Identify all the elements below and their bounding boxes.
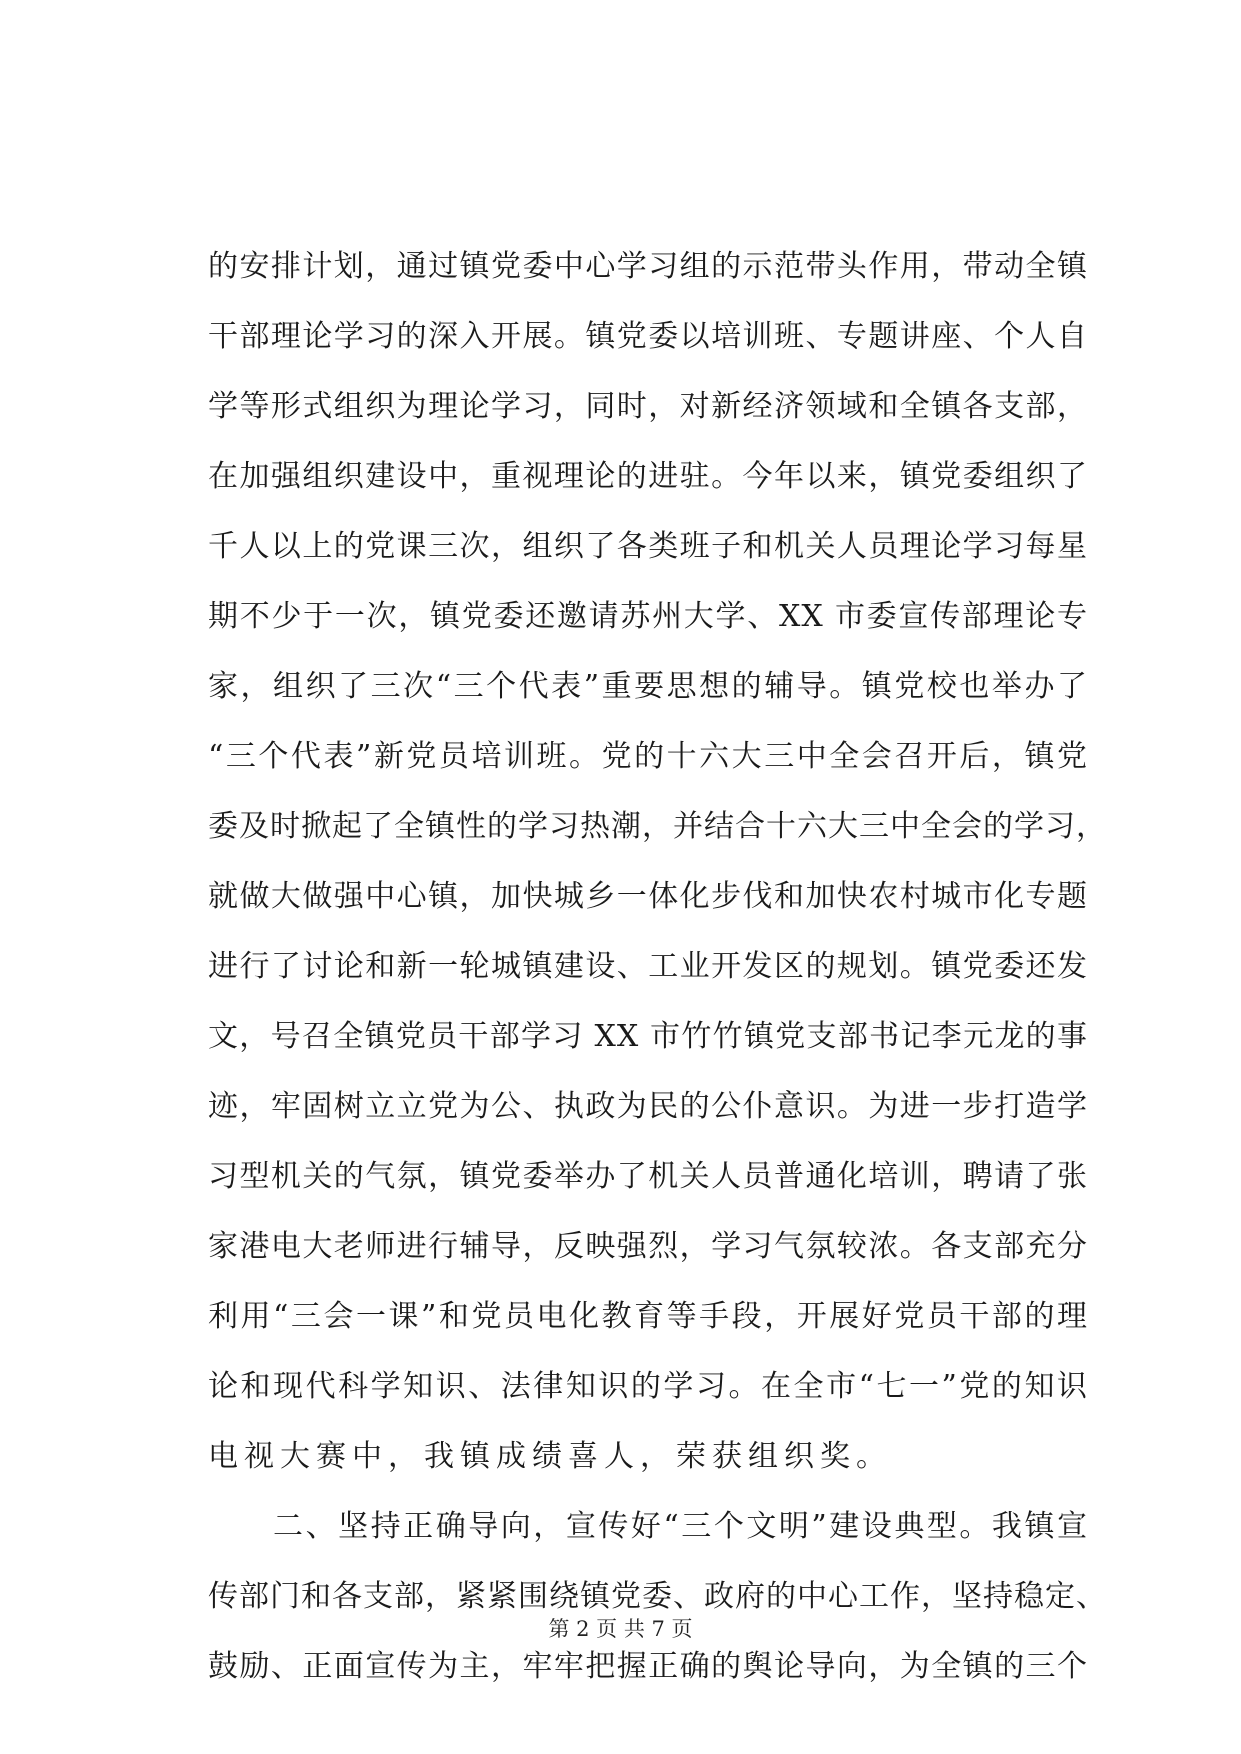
text-line: 干部理论学习的深入开展。镇党委以培训班、专题讲座、个人自 [208,319,1088,354]
text-line: 鼓励、正面宣传为主，牢牢把握正确的舆论导向，为全镇的三个 [208,1649,1088,1684]
text-line: 习型机关的气氛，镇党委举办了机关人员普通化培训，聘请了张 [208,1159,1088,1194]
text-line: 千人以上的党课三次，组织了各类班子和机关人员理论学习每星 [208,529,1088,564]
text-line: 进行了讨论和新一轮城镇建设、工业开发区的规划。镇党委还发 [208,949,1088,984]
text-line: 利用“三会一课”和党员电化教育等手段，开展好党员干部的理 [208,1299,1088,1334]
text-line: 期不少于一次，镇党委还邀请苏州大学、XX 市委宣传部理论专 [208,599,1088,634]
text-line-paragraph-start: 二、坚持正确导向，宣传好“三个文明”建设典型。我镇宣 [208,1509,1088,1544]
text-line: 委及时掀起了全镇性的学习热潮，并结合十六大三中全会的学习， [208,809,1107,844]
text-line-paragraph-end: 电视大赛中，我镇成绩喜人，荣获组织奖。 [208,1439,892,1474]
text-line: 迹，牢固树立立党为公、执政为民的公仆意识。为进一步打造学 [208,1089,1088,1124]
text-line: 就做大做强中心镇，加快城乡一体化步伐和加快农村城市化专题 [208,879,1088,914]
text-line: 家港电大老师进行辅导，反映强烈，学习气氛较浓。各支部充分 [208,1229,1088,1264]
text-line: 在加强组织建设中，重视理论的进驻。今年以来，镇党委组织了 [208,459,1088,494]
text-line: 论和现代科学知识、法律知识的学习。在全市“七一”党的知识 [208,1369,1088,1404]
text-line: “三个代表”新党员培训班。党的十六大三中全会召开后，镇党 [208,739,1088,774]
text-line: 传部门和各支部，紧紧围绕镇党委、政府的中心工作，坚持稳定、 [208,1579,1107,1614]
text-line: 的安排计划，通过镇党委中心学习组的示范带头作用，带动全镇 [208,249,1088,284]
text-line: 家，组织了三次“三个代表”重要思想的辅导。镇党校也举办了 [208,669,1088,704]
text-line: 学等形式组织为理论学习，同时，对新经济领域和全镇各支部， [208,389,1088,424]
text-line: 文，号召全镇党员干部学习 XX 市竹竹镇党支部书记李元龙的事 [208,1019,1088,1054]
page-footer: 第 2 页 共 7 页 [548,1617,693,1641]
body-text [208,232,1107,1702]
